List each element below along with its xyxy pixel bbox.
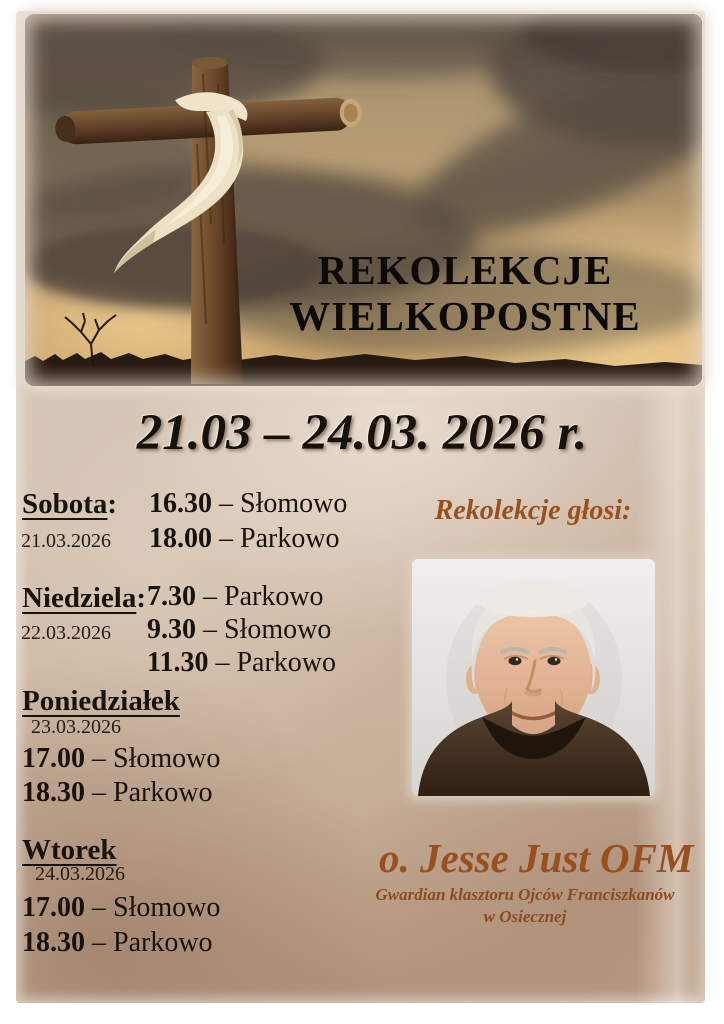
entry-sep: – (212, 523, 240, 554)
times-niedziela (147, 580, 336, 679)
day-label-niedziela (22, 582, 146, 615)
speaker-heading: Rekolekcje głosi: (434, 495, 632, 526)
date-range: 21.03 – 24.03. 2026 r. (136, 405, 588, 461)
day-colon: : (136, 582, 147, 614)
times-wtorek (22, 890, 220, 960)
entry-place: Parkowo (113, 927, 213, 958)
entry-place: Słomowo (113, 743, 221, 774)
speaker-name: o. Jesse Just OFM (379, 835, 694, 881)
day-name: Sobota (22, 488, 108, 520)
schedule-entry (22, 776, 220, 810)
entry-time: 18.00 (149, 523, 212, 554)
entry-place: Parkowo (240, 523, 340, 554)
day-date-wtorek: 24.03.2026 (35, 863, 125, 885)
day-date-niedziela: 22.03.2026 (21, 622, 111, 644)
day-name: Wtorek (22, 834, 117, 866)
priest-portrait-illustration (412, 559, 655, 796)
entry-place: Słomowo (240, 488, 348, 519)
entry-time: 18.30 (22, 777, 85, 808)
hero-title-line2: WIELKOPOSTNE (289, 293, 641, 339)
entry-sep: – (85, 927, 113, 958)
schedule-entry (149, 521, 347, 556)
entry-sep: – (196, 581, 224, 612)
times-sobota (149, 486, 347, 556)
schedule-entry (147, 613, 336, 646)
entry-time: 9.30 (147, 614, 196, 645)
day-label-poniedzialek (22, 685, 180, 718)
entry-place: Słomowo (113, 892, 221, 923)
speaker-role-line1: Gwardian klasztoru Ojców Franciszkanów (375, 885, 675, 904)
speaker-portrait-photo (412, 559, 655, 796)
schedule-entry (22, 925, 220, 960)
entry-time: 11.30 (147, 647, 209, 678)
speaker-role-line2: w Osiecznej (483, 907, 567, 926)
entry-place: Parkowo (236, 647, 337, 678)
entry-time: 17.00 (22, 892, 85, 923)
entry-time: 18.30 (22, 927, 85, 958)
entry-sep: – (85, 892, 113, 923)
day-date-sobota: 21.03.2026 (21, 530, 111, 552)
entry-time: 16.30 (149, 488, 212, 519)
schedule-entry (22, 742, 220, 776)
day-label-sobota (22, 488, 117, 521)
entry-sep: – (212, 488, 240, 519)
day-colon: : (107, 488, 118, 520)
hero-cross-photo (25, 14, 702, 386)
entry-place: Parkowo (224, 581, 324, 612)
day-name: Niedziela (22, 582, 137, 614)
entry-time: 7.30 (147, 581, 196, 612)
schedule-entry (22, 890, 220, 925)
entry-sep: – (196, 614, 224, 645)
hero-title-line1: REKOLEKCJE (317, 247, 613, 293)
entry-sep: – (208, 647, 237, 678)
hero-title (240, 247, 690, 339)
entry-place: Parkowo (113, 777, 213, 808)
schedule-entry (147, 580, 336, 613)
entry-sep: – (85, 777, 113, 808)
day-name: Poniedziałek (22, 685, 180, 717)
schedule-entry (147, 646, 336, 679)
day-date-poniedzialek: 23.03.2026 (31, 716, 121, 738)
schedule-entry (149, 486, 347, 521)
entry-time: 17.00 (22, 743, 85, 774)
entry-sep: – (85, 743, 113, 774)
times-poniedzialek (22, 742, 220, 810)
entry-place: Słomowo (224, 614, 332, 645)
